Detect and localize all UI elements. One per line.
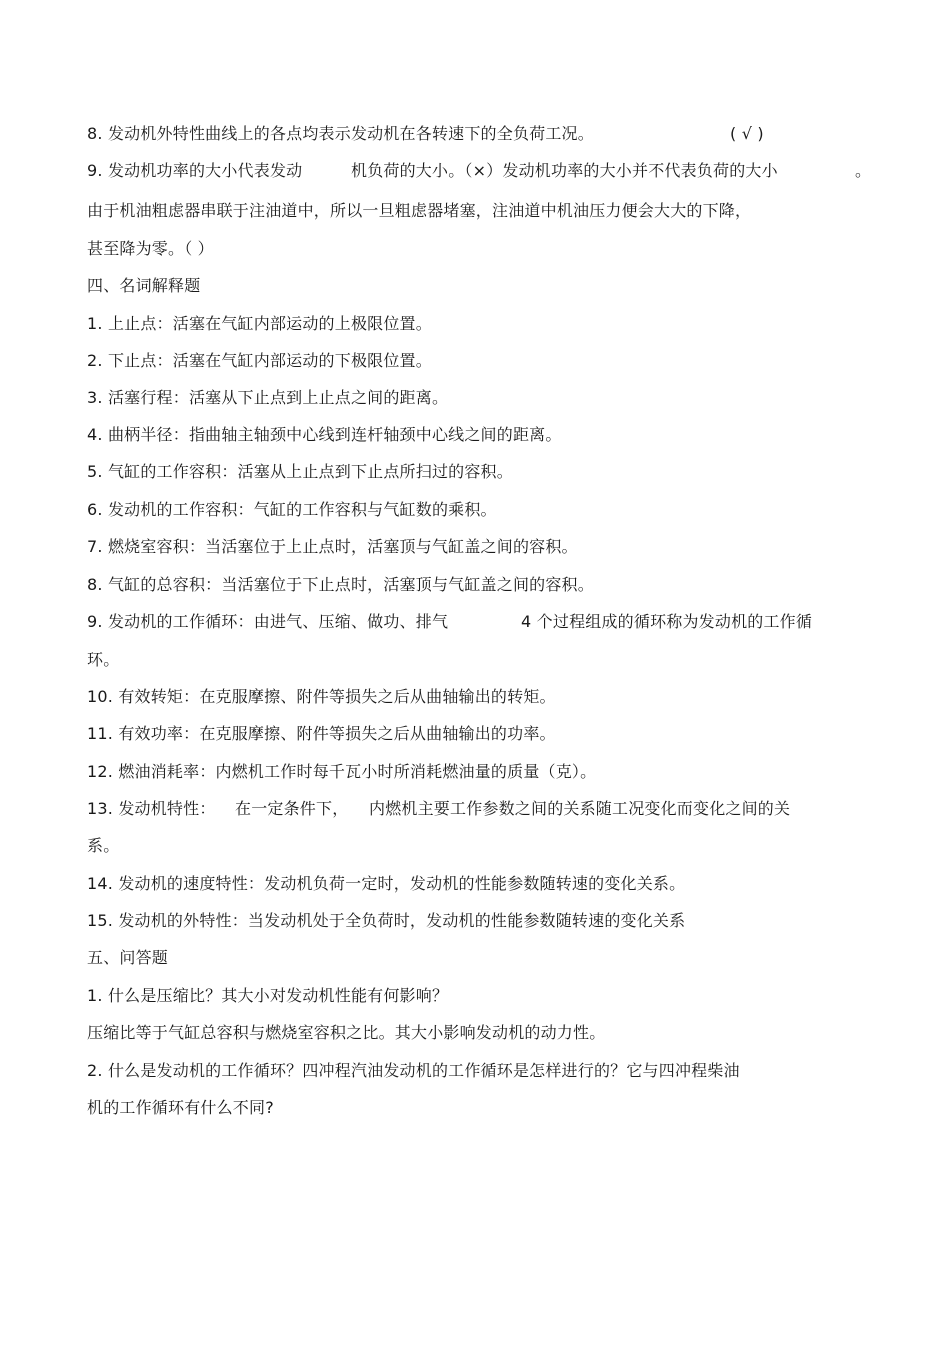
definition-item-5: 5. 气缸的工作容积：活塞从上止点到下止点所扫过的容积。 <box>87 462 513 481</box>
true-false-item-9 <box>87 161 872 181</box>
definition-item-9-continuation: 环。 <box>87 650 120 669</box>
answer-item-1: 压缩比等于气缸总容积与燃烧室容积之比。其大小影响发动机的动力性。 <box>87 1023 606 1042</box>
item-text-period: 。 <box>855 161 872 180</box>
question-item-2: 2. 什么是发动机的工作循环？四冲程汽油发动机的工作循环是怎样进行的？它与四冲程柴油 <box>87 1061 740 1080</box>
true-false-item-10-continuation: 甚至降为零。（ ） <box>87 239 214 258</box>
item-text: 8. 发动机外特性曲线上的各点均表示发动机在各转速下的全负荷工况。 <box>87 124 594 143</box>
definition-item-6: 6. 发动机的工作容积：气缸的工作容积与气缸数的乘积。 <box>87 500 497 519</box>
definition-item-9 <box>87 612 813 632</box>
definition-item-15: 15. 发动机的外特性：当发动机处于全负荷时，发动机的性能参数随转速的变化关系 <box>87 911 686 930</box>
definition-item-14: 14. 发动机的速度特性：发动机负荷一定时，发动机的性能参数随转速的变化关系。 <box>87 874 686 893</box>
definition-item-7: 7. 燃烧室容积：当活塞位于上止点时，活塞顶与气缸盖之间的容积。 <box>87 537 578 556</box>
definition-item-11: 11. 有效功率：在克服摩擦、附件等损失之后从曲轴输出的功率。 <box>87 724 556 743</box>
definition-item-13 <box>87 799 791 819</box>
item-text: 9. 发动机的工作循环：由进气、压缩、做功、排气 <box>87 612 449 631</box>
item-text: 9. 发动机功率的大小代表发动 <box>87 161 303 180</box>
item-text-continuation: 在一定条件下， <box>235 799 349 818</box>
section-heading-4: 四、名词解释题 <box>87 276 201 295</box>
section-heading-5: 五、问答题 <box>87 948 169 967</box>
definition-item-1: 1. 上止点：活塞在气缸内部运动的上极限位置。 <box>87 314 432 333</box>
definition-item-2: 2. 下止点：活塞在气缸内部运动的下极限位置。 <box>87 351 432 370</box>
item-text: 13. 发动机特性： <box>87 799 216 818</box>
answer-parentheses: ( √ ) <box>730 124 764 143</box>
item-text-continuation: 内燃机主要工作参数之间的关系随工况变化而变化之间的关 <box>369 799 791 818</box>
question-item-1: 1. 什么是压缩比？其大小对发动机性能有何影响？ <box>87 986 449 1005</box>
definition-item-3: 3. 活塞行程：活塞从下止点到上止点之间的距离。 <box>87 388 449 407</box>
question-item-2-continuation: 机的工作循环有什么不同? <box>87 1098 274 1117</box>
true-false-item-10: 由于机油粗虑器串联于注油道中，所以一旦粗虑器堵塞，注油道中机油压力便会大大的下降， <box>87 201 752 220</box>
definition-item-10: 10. 有效转矩：在克服摩擦、附件等损失之后从曲轴输出的转矩。 <box>87 687 556 706</box>
item-text-continuation: 机负荷的大小。（×）发动机功率的大小并不代表负荷的大小 <box>351 161 778 180</box>
definition-item-12: 12. 燃油消耗率：内燃机工作时每千瓦小时所消耗燃油量的质量（克）。 <box>87 762 597 781</box>
definition-item-13-continuation: 系。 <box>87 836 120 855</box>
definition-item-4: 4. 曲柄半径：指曲轴主轴颈中心线到连杆轴颈中心线之间的距离。 <box>87 425 562 444</box>
definition-item-8: 8. 气缸的总容积：当活塞位于下止点时，活塞顶与气缸盖之间的容积。 <box>87 575 594 594</box>
true-false-item-8 <box>87 124 764 144</box>
item-text-continuation: 4 个过程组成的循环称为发动机的工作循 <box>521 612 813 631</box>
